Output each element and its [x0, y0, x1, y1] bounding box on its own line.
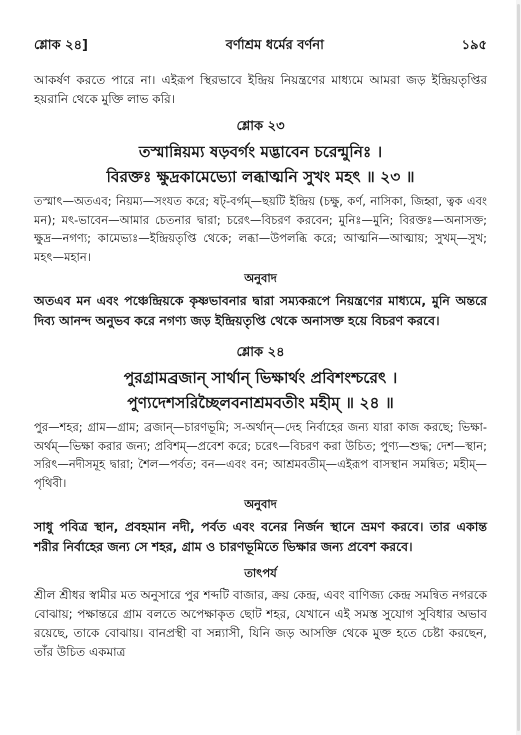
header-page-number: ১৯৫: [461, 38, 487, 53]
verse-23-synonyms: তস্মাৎ—অতএব; নিয়ম্য—সংযত করে; ষট্-বর্গম্—ছয়টি ইন্দ্রিয় (চক্ষু, কর্ণ, নাসিকা, জিহ্বা, ত্বক এবং মন); মৎ-ভাবেন—আমার চেতনার দ্বারা; চরেৎ—বিচরণ করবেন; মুনিঃ—মুনি; বিরক্তঃ—অনাসক্ত; ক্ষুদ্র—নগণ্য; কামেভ্যঃ—ইন্দ্রিয়তৃপ্তি থেকে; লব্ধা—উপলব্ধি করে; আত্মনি—আত্মায়; সুখম্—সুখ; মহৎ—মহান।: [34, 194, 487, 264]
verse-24-translation-title: অনুবাদ: [244, 497, 277, 511]
verse-23-translation-title: অনুবাদ: [244, 271, 277, 285]
verse-24-translation: সাধু পবিত্র স্থান, প্রবহমান নদী, পর্বত এবং বনের নির্জন স্থানে ভ্রমণ করবে। তার একান্ত শরীর নির্বাহের জন্য সে শহর, গ্রাম ও চারণভূমিতে ভিক্ষার জন্য প্রবেশ করবে।: [34, 519, 487, 554]
scrollbar-thumb[interactable]: [517, 4, 520, 731]
verse-23-heading: শ্লোক ২৩: [236, 119, 285, 134]
verse-24-line-1: পুরগ্রামব্রজান্ সার্থান্ ভিক্ষার্থং প্রবিশংশ্চরেৎ ।: [123, 369, 398, 387]
header-chapter-title: বর্ণাশ্রম ধর্মের বর্ণনা: [225, 38, 324, 53]
verse-23-line-2: বিরক্তঃ ক্ষুদ্রকামেভ্যো লব্ধাত্মনি সুখং মহৎ ॥ ২৩ ॥: [106, 168, 415, 186]
vertical-scrollbar[interactable]: [516, 0, 521, 735]
header-verse-ref: শ্লোক ২৪]: [34, 38, 88, 53]
verse-24-heading: শ্লোক ২৪: [236, 345, 285, 360]
verse-23-translation: অতএব মন এবং পঞ্চেন্দ্রিয়কে কৃষ্ণভাবনার দ্বারা সম্যকরূপে নিয়ন্ত্রণের মাধ্যমে, মুনি অন্তরে দিব্য আনন্দ অনুভব করে নগণ্য জড় ইন্দ্রিয়তৃপ্তি থেকে অনাসক্ত হয়ে বিচরণ করবে।: [34, 293, 487, 328]
verse-24-synonyms: পুর—শহর; গ্রাম—গ্রাম; ব্রজান্—চারণভূমি; স-অর্থান্—দেহ নির্বাহের জন্য যারা কাজ করছে; ভিক্ষা-অর্থম্—ভিক্ষা করার জন্য; প্রবিশম্—প্রবেশ করে; চরেৎ—বিচরণ করা উচিত; পুণ্য—শুদ্ধ; দেশ—স্থান; সরিৎ—নদীসমূহ দ্বারা; শৈল—পর্বত; বন—এবং বন; আশ্রমবতীম্—এইরূপ বাসস্থান সমন্বিত; মহীম্—পৃথিবী।: [34, 420, 487, 490]
verse-23-line-1: তস্মান্নিয়ম্য ষড়বর্গং মদ্ভাবেন চরেন্মুনিঃ ।: [138, 143, 383, 161]
verse-24-purport: শ্রীল শ্রীধর স্বামীর মত অনুসারে পুর শব্দটি বাজার, ক্রয় কেন্দ্র, এবং বাণিজ্য কেন্দ্র সমন্বিত নগরকে বোঝায়; পক্ষান্তরে গ্রাম বলতে অপেক্ষাকৃত ছোট শহর, যেখানে এই সমস্ত সুযোগ সুবিধার অভাব রয়েছে, তাকে বোঝায়। বানপ্রস্থী বা সন্ন্যাসী, যিনি জড় আসক্তি থেকে মুক্ত হতে চেষ্টা করছেন, তাঁর উচিত একমাত্র: [34, 588, 487, 659]
verse-24-line-2: পুণ্যদেশসরিচ্ছৈলবনাশ্রমবতীং মহীম্ ॥ ২৪ ॥: [127, 394, 394, 412]
page-header: [34, 36, 487, 57]
intro-paragraph: আকর্ষণ করতে পারে না। এইরূপ স্থিরভাবে ইন্দ্রিয় নিয়ন্ত্রণের মাধ্যমে আমরা জড় ইন্দ্রিয়তৃপ্তির হয়রানি থেকে মুক্তি লাভ করি।: [34, 73, 487, 106]
verse-24-purport-title: তাৎপর্য: [244, 566, 277, 580]
